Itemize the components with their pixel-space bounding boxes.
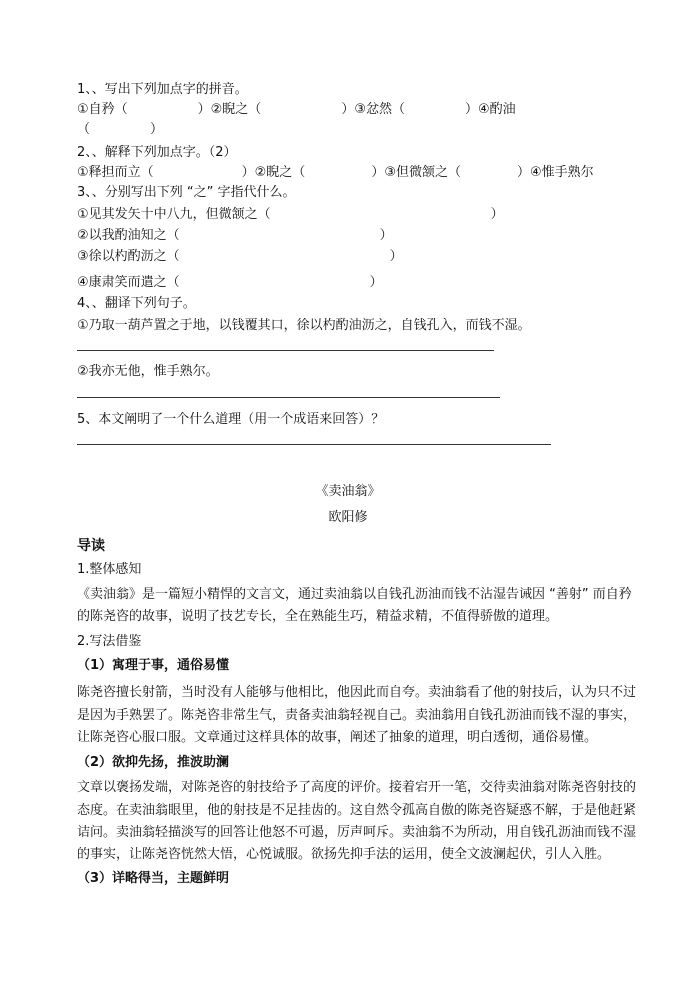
- q2-item-4: ）④惟手熟尔: [516, 165, 594, 180]
- q4-answer-line-1: [77, 350, 494, 351]
- q3-item-2-close: ）: [379, 228, 393, 243]
- q3-item-2-text: ②以我酌油知之（: [77, 228, 180, 243]
- q1-wrap-open: （: [77, 122, 91, 137]
- q1-title: 1、、写出下列加点字的拼音。: [77, 82, 248, 97]
- q3-item-3: [77, 247, 403, 267]
- q3-item-4-text: ④康肃笑而遣之（: [77, 275, 180, 290]
- para-2-line-1: 陈尧咨擅长射箭，当时没有人能够与他相比，他因此而自夸。卖油翁看了他的射技后，认为只不过: [77, 685, 637, 700]
- q1-item-3: ）③忿然（: [341, 102, 405, 117]
- q4-answer-line-2: [77, 397, 500, 398]
- section-1-heading: 1.整体感知: [77, 562, 142, 577]
- q5-answer-line: [77, 444, 551, 445]
- para-3-line-4: 的事实，让陈尧咨恍然大悟，心悦诚服。欲扬先抑手法的运用，使全文波澜起伏，引人入胜。: [77, 847, 611, 862]
- q1-item-2: ）②睨之（: [197, 102, 262, 117]
- q3-title: 3、、分别写出下列 “之” 字指代什么。: [77, 185, 296, 200]
- q3-item-4-close: ）: [369, 275, 383, 290]
- q4-sentence-1: ①乃取一葫芦置之于地，以钱覆其口，徐以杓酌油沥之，自钱孔入，而钱不湿。: [77, 318, 531, 333]
- para-2-line-3: 让陈尧咨心服口服。文章通过这样具体的故事，阐述了抽象的道理，明白透彻，通俗易懂。: [77, 730, 598, 745]
- q1-item-4: ）④酌油: [464, 102, 516, 117]
- q3-item-1: [77, 205, 504, 225]
- q1-wrap-line: [77, 120, 163, 140]
- q2-item-1: ①释担而立（: [77, 165, 154, 180]
- para-3-line-3: 诘问。卖油翁轻描淡写的回答让他怒不可遏，厉声呵斥。卖油翁不为所动，用自钱孔沥油而钱不湿: [77, 825, 637, 840]
- section-2-heading: 2.写法借鉴: [77, 634, 142, 649]
- q5-title: 5、本文阐明了一个什么道理（用一个成语来回答）？: [77, 412, 385, 427]
- q3-item-1-close: ）: [490, 207, 504, 222]
- para-2-line-2: 是因为手熟罢了。陈尧咨非常生气，责备卖油翁轻视自己。卖油翁用自钱孔沥油而钱不湿的事实，: [77, 708, 637, 723]
- q3-item-3-text: ③徐以杓酌沥之（: [77, 249, 180, 264]
- subheading-3: （3）详略得当，主题鲜明: [77, 871, 230, 886]
- q4-sentence-2: ②我亦无他，惟手熟尔。: [77, 364, 219, 379]
- article-title: 《卖油翁》: [315, 484, 381, 499]
- guide-heading: 导读: [77, 538, 105, 554]
- para-3-line-2: 态度。在卖油翁眼里，他的射技是不足挂齿的。这自然令孤高自傲的陈尧咨疑惑不解，于是他赶紧: [77, 803, 637, 818]
- q3-item-4: [77, 273, 383, 293]
- q2-title: 2、、解释下列加点字。（2）: [77, 145, 237, 160]
- subheading-1: （1）寓理于事，通俗易懂: [77, 658, 230, 673]
- article-author: 欧阳修: [328, 510, 368, 525]
- para-1-line-2: 的陈尧咨的故事，说明了技艺专长，全在熟能生巧，精益求精，不值得骄傲的道理。: [77, 609, 559, 624]
- para-3-line-1: 文章以褒扬发端，对陈尧咨的射技给予了高度的评价。接着宕开一笔，交待卖油翁对陈尧咨射技的: [77, 780, 637, 795]
- q1-item-1: ①自矜（: [77, 102, 128, 117]
- q2-item-2: ）②睨之（: [241, 165, 306, 180]
- q2-items-line: [77, 163, 594, 183]
- q3-item-2: [77, 226, 393, 246]
- subheading-2: （2）欲抑先扬，推波助澜: [77, 755, 230, 770]
- q1-wrap-close: ）: [150, 122, 164, 137]
- para-1-line-1: 《卖油翁》是一篇短小精悍的文言文，通过卖油翁以自钱孔沥油而钱不沾湿告诫因 “善射” 而自矜: [77, 587, 632, 602]
- q3-item-3-close: ）: [389, 249, 403, 264]
- q2-item-3: ）③但微颔之（: [371, 165, 461, 180]
- q3-item-1-text: ①见其发矢十中八九，但微颔之（: [77, 207, 271, 222]
- q1-items-line: [77, 100, 516, 120]
- q4-title: 4、、翻译下列句子。: [77, 296, 196, 311]
